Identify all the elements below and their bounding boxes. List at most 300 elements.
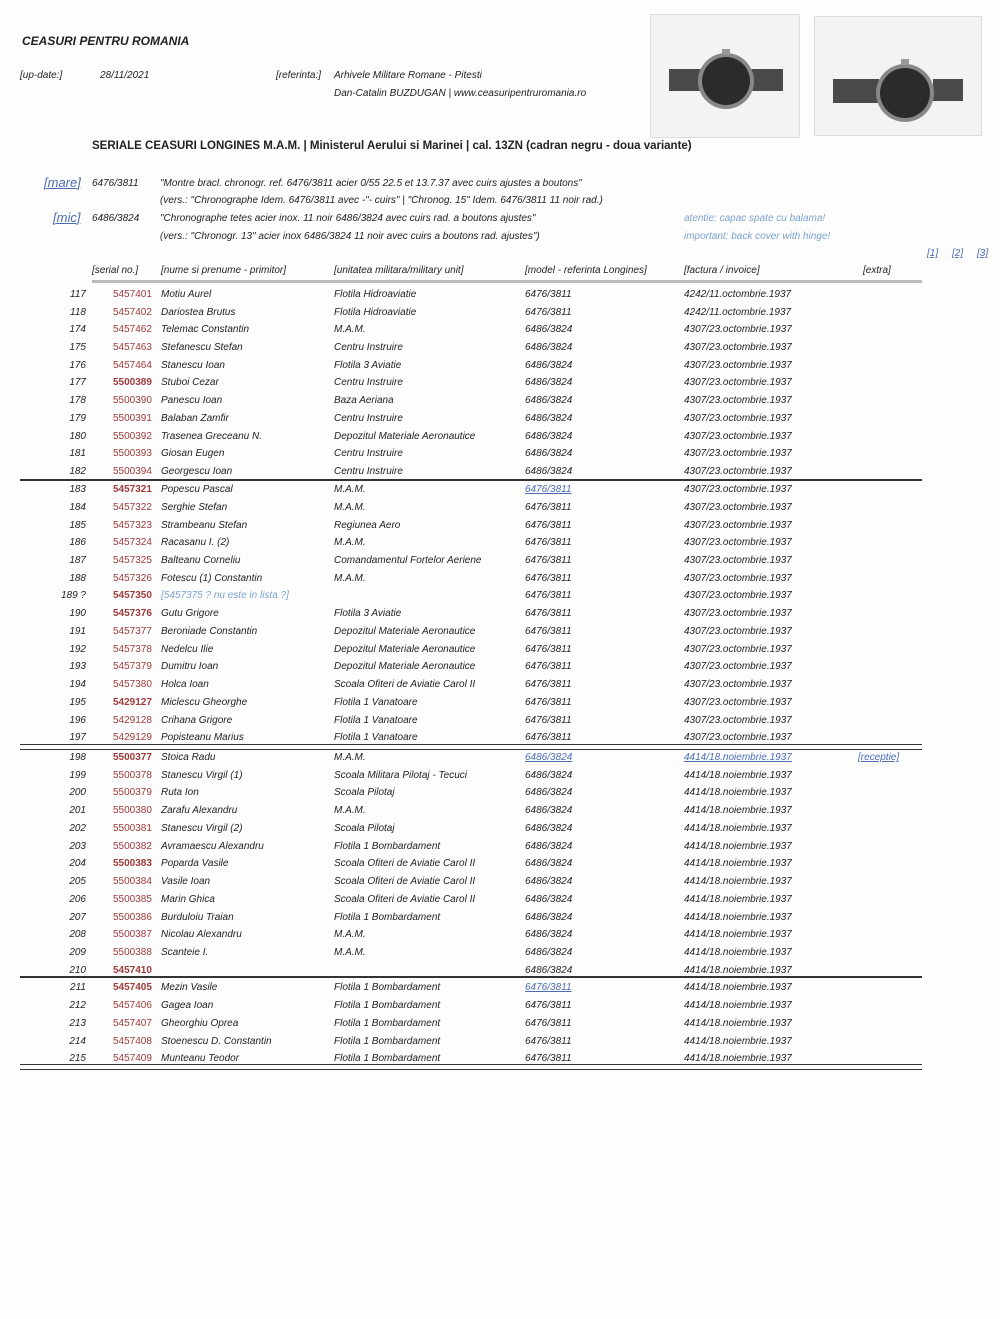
model-reference[interactable]: 6476/3811 (525, 982, 572, 993)
recipient-name: Dariostea Brutus (161, 307, 236, 318)
model-reference: 6486/3824 (525, 342, 573, 353)
reference-author: Dan-Catalin BUZDUGAN | www.ceasuripentruromania.ro (334, 88, 587, 99)
variant-mic-desc-alt: (vers.: "Chronogr. 13" acier inox 6486/3824 11 noir avec cuirs a boutons rad. ajustes") (160, 231, 540, 242)
serial-number: 5500378 (113, 770, 152, 781)
serial-number: 5457410 (113, 965, 152, 976)
invoice: 4414/18.noiembrie.1937 (684, 912, 792, 923)
serial-number: 5457378 (113, 644, 152, 655)
invoice: 4307/23.octombrie.1937 (684, 573, 792, 584)
military-unit: Scoala Pilotaj (334, 787, 395, 798)
military-unit: M.A.M. (334, 752, 366, 763)
table-row (0, 555, 1000, 573)
invoice: 4307/23.octombrie.1937 (684, 715, 792, 726)
invoice[interactable]: 4414/18.noiembrie.1937 (684, 752, 792, 763)
model-reference: 6476/3811 (525, 520, 572, 531)
invoice: 4307/23.octombrie.1937 (684, 360, 792, 371)
invoice: 4307/23.octombrie.1937 (684, 342, 792, 353)
military-unit: Baza Aeriana (334, 395, 394, 406)
model-reference: 6476/3811 (525, 679, 572, 690)
page-link-1[interactable]: [1] (927, 248, 939, 259)
invoice: 4414/18.noiembrie.1937 (684, 982, 792, 993)
invoice: 4414/18.noiembrie.1937 (684, 1000, 792, 1011)
invoice: 4242/11.octombrie.1937 (684, 307, 792, 318)
table-row (0, 1000, 1000, 1018)
table-row (0, 502, 1000, 520)
recipient-name: Balaban Zamfir (161, 413, 229, 424)
table-row (0, 841, 1000, 859)
header-serial: [serial no.] (92, 265, 139, 276)
row-number: 178 (69, 395, 86, 406)
row-number: 211 (70, 982, 86, 993)
invoice: 4307/23.octombrie.1937 (684, 448, 792, 459)
group-divider-3 (20, 976, 922, 978)
model-reference: 6486/3824 (525, 805, 573, 816)
invoice: 4414/18.noiembrie.1937 (684, 787, 792, 798)
recipient-name: Miclescu Gheorghe (161, 697, 248, 708)
serial-number: 5457324 (113, 537, 152, 548)
invoice: 4307/23.octombrie.1937 (684, 697, 792, 708)
row-number: 188 (69, 573, 86, 584)
table-row (0, 715, 1000, 733)
model-reference: 6476/3811 (525, 608, 572, 619)
military-unit: Depozitul Materiale Aeronautice (334, 644, 476, 655)
table-row (0, 608, 1000, 626)
model-reference: 6476/3811 (525, 289, 572, 300)
recipient-name: Zarafu Alexandru (161, 805, 238, 816)
serial-number: 5500392 (113, 431, 152, 442)
model-reference: 6476/3811 (525, 1036, 572, 1047)
military-unit: Flotila 1 Bombardament (334, 1000, 441, 1011)
recipient-name: Dumitru Ioan (161, 661, 219, 672)
row-number: 203 (69, 841, 86, 852)
table-row (0, 431, 1000, 449)
table-row (0, 342, 1000, 360)
serial-number: 5429129 (113, 732, 152, 743)
model-reference: 6486/3824 (525, 912, 573, 923)
recipient-name: Telemac Constantin (161, 324, 250, 335)
model-reference: 6476/3811 (525, 590, 572, 601)
table-row (0, 929, 1000, 947)
serial-number: 5457321 (113, 484, 152, 495)
row-number: 206 (69, 894, 86, 905)
table-end-divider (20, 1064, 922, 1070)
row-number: 198 (69, 752, 86, 763)
row-number: 191 (69, 626, 86, 637)
hinge-note-en: important: back cover with hinge! (684, 231, 831, 242)
military-unit: Scoala Ofiteri de Aviatie Carol II (334, 858, 476, 869)
recipient-name: Balteanu Corneliu (161, 555, 241, 566)
military-unit: Scoala Ofiteri de Aviatie Carol II (334, 876, 476, 887)
serial-number: 5429128 (113, 715, 152, 726)
variant-mic-desc: "Chronographe tetes acier inox. 11 noir 6486/3824 avec cuirs rad. a boutons ajustes" (160, 213, 536, 224)
model-reference: 6486/3824 (525, 431, 573, 442)
table-row (0, 626, 1000, 644)
recipient-name: Stanescu Virgil (1) (161, 770, 243, 781)
table-row (0, 484, 1000, 502)
row-number: 193 (69, 661, 86, 672)
military-unit: Centru Instruire (334, 342, 403, 353)
invoice: 4307/23.octombrie.1937 (684, 661, 792, 672)
military-unit: Flotila 3 Aviatie (334, 608, 402, 619)
model-reference: 6476/3811 (525, 715, 572, 726)
recipient-name: Nicolau Alexandru (161, 929, 242, 940)
model-reference: 6486/3824 (525, 466, 573, 477)
table-row (0, 590, 1000, 608)
invoice: 4414/18.noiembrie.1937 (684, 858, 792, 869)
serial-number: 5500384 (113, 876, 152, 887)
row-number: 210 (69, 965, 86, 976)
site-title: CEASURI PENTRU ROMANIA (22, 34, 190, 48)
invoice: 4414/18.noiembrie.1937 (684, 876, 792, 887)
row-number: 176 (69, 360, 86, 371)
group-divider-2 (20, 744, 922, 750)
table-row (0, 520, 1000, 538)
serial-number: 5457325 (113, 555, 152, 566)
model-reference: 6486/3824 (525, 876, 573, 887)
model-reference: 6486/3824 (525, 324, 573, 335)
invoice: 4414/18.noiembrie.1937 (684, 947, 792, 958)
recipient-name: Panescu Ioan (161, 395, 223, 406)
military-unit: Depozitul Materiale Aeronautice (334, 626, 476, 637)
row-number: 209 (69, 947, 86, 958)
invoice: 4307/23.octombrie.1937 (684, 679, 792, 690)
military-unit: Scoala Pilotaj (334, 823, 395, 834)
row-number: 196 (69, 715, 86, 726)
row-number: 204 (69, 858, 86, 869)
recipient-name: Stanescu Virgil (2) (161, 823, 243, 834)
model-reference: 6476/3811 (525, 537, 572, 548)
recipient-name: Stoica Radu (161, 752, 216, 763)
military-unit: Scoala Ofiteri de Aviatie Carol II (334, 679, 476, 690)
military-unit: Flotila 1 Bombardament (334, 1036, 441, 1047)
military-unit: M.A.M. (334, 805, 366, 816)
table-row (0, 894, 1000, 912)
recipient-name: Ruta Ion (161, 787, 199, 798)
military-unit: Depozitul Materiale Aeronautice (334, 661, 476, 672)
table-row (0, 573, 1000, 591)
update-date: 28/11/2021 (100, 70, 150, 81)
table-row (0, 377, 1000, 395)
row-number: 177 (69, 377, 86, 388)
military-unit: M.A.M. (334, 502, 366, 513)
recipient-name: Trasenea Greceanu N. (161, 431, 262, 442)
model-reference: 6486/3824 (525, 360, 573, 371)
table-row (0, 1018, 1000, 1036)
model-reference: 6486/3824 (525, 965, 573, 976)
variant-mic-ref: 6486/3824 (92, 213, 140, 224)
recipient-name: Giosan Eugen (161, 448, 225, 459)
invoice: 4414/18.noiembrie.1937 (684, 823, 792, 834)
invoice: 4307/23.octombrie.1937 (684, 644, 792, 655)
table-row (0, 644, 1000, 662)
military-unit: Flotila 1 Bombardament (334, 841, 441, 852)
military-unit: Flotila 1 Vanatoare (334, 715, 418, 726)
military-unit: Flotila Hidroaviatie (334, 307, 417, 318)
military-unit: M.A.M. (334, 573, 366, 584)
recipient-name: Stoenescu D. Constantin (161, 1036, 272, 1047)
recipient-name: Nedelcu Ilie (161, 644, 214, 655)
military-unit: Flotila 1 Bombardament (334, 1053, 441, 1064)
military-unit: M.A.M. (334, 484, 366, 495)
recipient-name: Gagea Ioan (161, 1000, 214, 1011)
serial-number: 5457380 (113, 679, 152, 690)
model-reference: 6486/3824 (525, 823, 573, 834)
row-number: 182 (69, 466, 86, 477)
row-number: 118 (70, 307, 86, 318)
table-row (0, 912, 1000, 930)
military-unit: Centru Instruire (334, 413, 403, 424)
row-number: 212 (69, 1000, 86, 1011)
serial-number: 5500390 (113, 395, 152, 406)
row-number: 187 (69, 555, 86, 566)
model-reference: 6486/3824 (525, 395, 573, 406)
model-reference: 6486/3824 (525, 448, 573, 459)
recipient-name: Racasanu I. (2) (161, 537, 230, 548)
row-number: 117 (70, 289, 86, 300)
row-number: 181 (69, 448, 86, 459)
model-reference: 6476/3811 (525, 555, 572, 566)
military-unit: Flotila 1 Vanatoare (334, 732, 418, 743)
header-extra: [extra] (863, 265, 891, 276)
model-reference: 6476/3811 (525, 732, 572, 743)
serial-number: 5457408 (113, 1036, 152, 1047)
recipient-name: Fotescu (1) Constantin (161, 573, 263, 584)
page-link-3[interactable]: [3] (977, 248, 989, 259)
table-row (0, 537, 1000, 555)
invoice: 4307/23.octombrie.1937 (684, 537, 792, 548)
recipient-name: Popisteanu Marius (161, 732, 244, 743)
recipient-name: Gutu Grigore (161, 608, 219, 619)
serial-number: 5500387 (113, 929, 152, 940)
model-reference: 6486/3824 (525, 770, 573, 781)
military-unit: Centru Instruire (334, 448, 403, 459)
model-reference: 6476/3811 (525, 626, 572, 637)
variant-mic-link[interactable]: [mic] (53, 210, 81, 225)
recipient-name: Holca Ioan (161, 679, 209, 690)
model-reference: 6486/3824 (525, 894, 573, 905)
serial-number: 5500379 (113, 787, 152, 798)
recipient-name: Stanescu Ioan (161, 360, 225, 371)
military-unit: Flotila 1 Bombardament (334, 982, 441, 993)
invoice: 4307/23.octombrie.1937 (684, 555, 792, 566)
invoice: 4307/23.octombrie.1937 (684, 413, 792, 424)
invoice: 4307/23.octombrie.1937 (684, 377, 792, 388)
serial-number: 5500380 (113, 805, 152, 816)
table-row (0, 661, 1000, 679)
variant-mare-link[interactable]: [mare] (44, 175, 81, 190)
serial-number: 5457379 (113, 661, 152, 672)
variant-mare-ref: 6476/3811 (92, 178, 139, 189)
model-reference: 6486/3824 (525, 787, 573, 798)
header-name: [nume si prenume - primitor] (161, 265, 287, 276)
serial-number: 5457462 (113, 324, 152, 335)
model-reference: 6476/3811 (525, 697, 572, 708)
model-reference: 6486/3824 (525, 377, 573, 388)
table-row (0, 697, 1000, 715)
military-unit: Flotila 1 Vanatoare (334, 697, 418, 708)
invoice: 4414/18.noiembrie.1937 (684, 1036, 792, 1047)
row-number: 202 (69, 823, 86, 834)
serial-number: 5457406 (113, 1000, 152, 1011)
row-number: 189 ? (60, 590, 86, 601)
row-number: 185 (69, 520, 86, 531)
military-unit: M.A.M. (334, 324, 366, 335)
table-row (0, 466, 1000, 484)
recipient-name: Burduloiu Traian (161, 912, 234, 923)
military-unit: Scoala Militara Pilotaj - Tecuci (334, 770, 468, 781)
variant-mare-desc-alt: (vers.: "Chronographe Idem. 6476/3811 avec -"- cuirs" | "Chronog. 15" Idem. 6476/3811 11 noir rad.) (160, 195, 603, 206)
serial-number: 5500388 (113, 947, 152, 958)
serial-number: 5457409 (113, 1053, 152, 1064)
row-number: 205 (69, 876, 86, 887)
table-row (0, 947, 1000, 965)
reference-label: [referinta:] (276, 70, 322, 81)
model-reference[interactable]: 6476/3811 (525, 484, 572, 495)
invoice: 4242/11.octombrie.1937 (684, 289, 792, 300)
military-unit: Centru Instruire (334, 377, 403, 388)
invoice: 4307/23.octombrie.1937 (684, 608, 792, 619)
table-row (0, 770, 1000, 788)
table-row (0, 289, 1000, 307)
model-reference: 6476/3811 (525, 502, 572, 513)
invoice: 4307/23.octombrie.1937 (684, 732, 792, 743)
invoice: 4307/23.octombrie.1937 (684, 324, 792, 335)
recipient-name: Crihana Grigore (161, 715, 233, 726)
recipient-name: Munteanu Teodor (161, 1053, 240, 1064)
serial-number: 5500389 (113, 377, 152, 388)
row-number: 194 (69, 679, 86, 690)
serial-number: 5500377 (113, 752, 152, 763)
military-unit: Flotila 3 Aviatie (334, 360, 402, 371)
row-number: 180 (69, 431, 86, 442)
model-reference[interactable]: 6486/3824 (525, 752, 573, 763)
serial-number: 5457377 (113, 626, 152, 637)
table-row (0, 324, 1000, 342)
recipient-name: Gheorghiu Oprea (161, 1018, 239, 1029)
serial-number: 5429127 (113, 697, 152, 708)
military-unit: Flotila Hidroaviatie (334, 289, 417, 300)
row-number: 208 (69, 929, 86, 940)
table-row (0, 858, 1000, 876)
invoice: 4307/23.octombrie.1937 (684, 502, 792, 513)
invoice: 4414/18.noiembrie.1937 (684, 841, 792, 852)
invoice: 4307/23.octombrie.1937 (684, 520, 792, 531)
serial-number: 5500391 (113, 413, 152, 424)
military-unit: Flotila 1 Bombardament (334, 1018, 441, 1029)
page-title: SERIALE CEASURI LONGINES M.A.M. | Ministerul Aerului si Marinei | cal. 13ZN (cadran negru - doua variante) (92, 140, 692, 152)
row-number: 213 (69, 1018, 86, 1029)
recipient-name: Mezin Vasile (161, 982, 218, 993)
row-number: 200 (69, 787, 86, 798)
row-number: 199 (69, 770, 86, 781)
recipient-name: Motiu Aurel (161, 289, 212, 300)
row-number: 190 (69, 608, 86, 619)
table-row (0, 965, 1000, 983)
military-unit: Depozitul Materiale Aeronautice (334, 431, 476, 442)
recipient-name: Stuboi Cezar (161, 377, 219, 388)
invoice: 4414/18.noiembrie.1937 (684, 805, 792, 816)
serial-number: 5457326 (113, 573, 152, 584)
recipient-name: Avramaescu Alexandru (161, 841, 264, 852)
page-link-2[interactable]: [2] (952, 248, 964, 259)
invoice: 4307/23.octombrie.1937 (684, 395, 792, 406)
model-reference: 6486/3824 (525, 841, 573, 852)
table-row (0, 752, 1000, 770)
serial-number: 5500386 (113, 912, 152, 923)
table-row (0, 805, 1000, 823)
serial-number: 5457376 (113, 608, 152, 619)
row-number: 175 (69, 342, 86, 353)
row-number: 186 (69, 537, 86, 548)
serial-number: 5500393 (113, 448, 152, 459)
table-row (0, 413, 1000, 431)
variant-mare-desc: "Montre bracl. chronogr. ref. 6476/3811 acier 0/55 22.5 et 13.7.37 avec cuirs ajustes a boutons" (160, 178, 582, 189)
serial-number: 5457350 (113, 590, 152, 601)
row-number: 179 (69, 413, 86, 424)
receptie-link[interactable]: [receptie] (858, 752, 900, 763)
row-number: 207 (69, 912, 86, 923)
serial-number: 5457405 (113, 982, 152, 993)
invoice: 4307/23.octombrie.1937 (684, 626, 792, 637)
table-row (0, 679, 1000, 697)
serial-number: 5500381 (113, 823, 152, 834)
invoice: 4414/18.noiembrie.1937 (684, 894, 792, 905)
invoice: 4307/23.octombrie.1937 (684, 466, 792, 477)
table-row (0, 360, 1000, 378)
invoice: 4307/23.octombrie.1937 (684, 431, 792, 442)
serial-number: 5457407 (113, 1018, 152, 1029)
table-row (0, 307, 1000, 325)
serial-number: 5457323 (113, 520, 152, 531)
military-unit: Flotila 1 Bombardament (334, 912, 441, 923)
reference-archive: Arhivele Militare Romane - Pitesti (334, 70, 482, 81)
table-row (0, 876, 1000, 894)
model-reference: 6486/3824 (525, 413, 573, 424)
serial-number: 5500382 (113, 841, 152, 852)
update-label: [up-date:] (20, 70, 63, 81)
military-unit: M.A.M. (334, 947, 366, 958)
row-number: 201 (69, 805, 86, 816)
row-number: 174 (69, 324, 86, 335)
header-invoice: [factura / invoice] (684, 265, 760, 276)
recipient-name: [5457375 ? nu este in lista ?] (161, 590, 289, 601)
model-reference: 6476/3811 (525, 307, 572, 318)
serial-number: 5457401 (113, 289, 152, 300)
model-reference: 6486/3824 (525, 858, 573, 869)
group-divider-1 (20, 479, 922, 481)
header-unit: [unitatea militara/military unit] (334, 265, 464, 276)
recipient-name: Scanteie I. (161, 947, 209, 958)
military-unit: Scoala Ofiteri de Aviatie Carol II (334, 894, 476, 905)
recipient-name: Georgescu Ioan (161, 466, 233, 477)
model-reference: 6476/3811 (525, 1018, 572, 1029)
recipient-name: Stefanescu Stefan (161, 342, 243, 353)
row-number: 184 (69, 502, 86, 513)
serial-number: 5457463 (113, 342, 152, 353)
row-number: 197 (69, 732, 86, 743)
recipient-name: Strambeanu Stefan (161, 520, 248, 531)
hinge-note-ro: atentie: capac spate cu balama! (684, 213, 826, 224)
row-number: 192 (69, 644, 86, 655)
model-reference: 6476/3811 (525, 1000, 572, 1011)
invoice: 4414/18.noiembrie.1937 (684, 1018, 792, 1029)
recipient-name: Vasile Ioan (161, 876, 211, 887)
military-unit: Centru Instruire (334, 466, 403, 477)
recipient-name: Serghie Stefan (161, 502, 228, 513)
table-row (0, 823, 1000, 841)
table-row (0, 787, 1000, 805)
invoice: 4307/23.octombrie.1937 (684, 590, 792, 601)
